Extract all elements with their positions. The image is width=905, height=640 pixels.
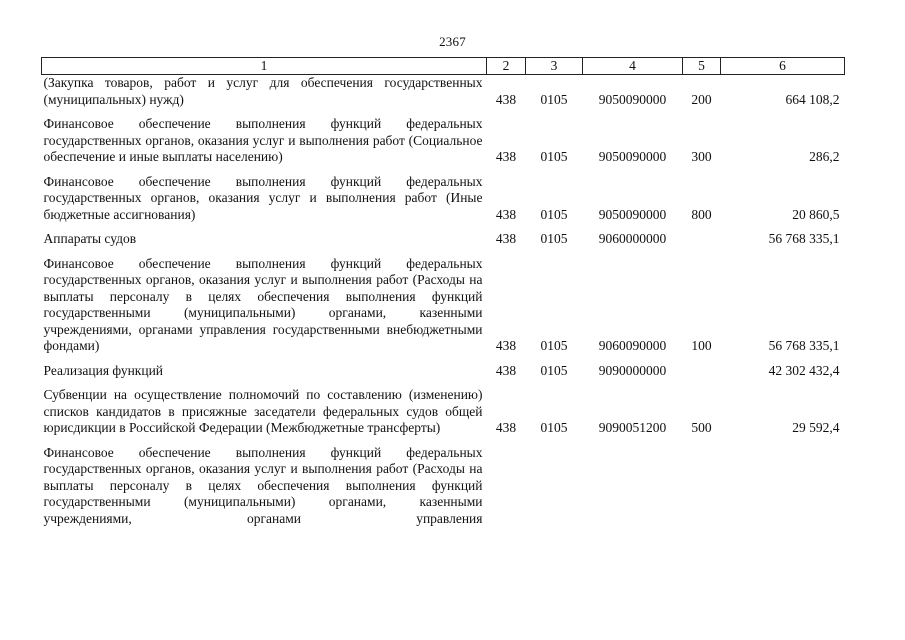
row-target: 9050090000 bbox=[598, 206, 667, 222]
row-gr: 438 bbox=[495, 338, 517, 353]
row-type: 500 bbox=[691, 420, 712, 435]
row-section: 0105 bbox=[540, 149, 568, 164]
row-name: Финансовое обеспечение выполнения функций федеральных государственных органов, оказания услуг и выполнения работ (Социальное обеспечение и иные выплаты населению) bbox=[43, 116, 483, 164]
row-section: 0105 bbox=[540, 91, 568, 107]
row-amount: 20 860,5 bbox=[792, 206, 840, 222]
table-header-row bbox=[42, 58, 845, 75]
row-gr: 438 bbox=[495, 149, 517, 164]
row-amount bbox=[721, 437, 845, 528]
table-row bbox=[42, 248, 845, 355]
row-target: 9090000000 bbox=[598, 362, 667, 378]
row-section bbox=[526, 437, 583, 528]
header-col-4: 4 bbox=[583, 58, 683, 75]
row-section: 0105 bbox=[540, 231, 568, 246]
table-row bbox=[42, 355, 845, 380]
table-row bbox=[42, 437, 845, 528]
row-amount: 286,2 bbox=[809, 149, 840, 164]
row-section: 0105 bbox=[540, 420, 568, 435]
page-number: 2367 bbox=[439, 34, 466, 49]
row-type bbox=[683, 437, 721, 528]
header-col-3: 3 bbox=[526, 58, 583, 75]
row-name: Реализация функций bbox=[43, 362, 164, 378]
row-gr: 438 bbox=[495, 206, 517, 222]
row-section: 0105 bbox=[540, 206, 568, 222]
row-target: 9090051200 bbox=[598, 420, 667, 435]
row-type: 100 bbox=[691, 338, 712, 353]
table-row bbox=[42, 75, 845, 109]
row-name: Финансовое обеспечение выполнения функций федеральных государственных органов, оказания услуг и выполнения работ (Расходы на выплаты персоналу в целях обеспечения выполнения функций государственными (муниципальными) органами, казенными учреждениями, органами управления bbox=[43, 444, 483, 526]
row-gr: 438 bbox=[495, 420, 517, 435]
row-target: 9060000000 bbox=[598, 231, 667, 246]
header-col-6: 6 bbox=[721, 58, 845, 75]
row-name: Аппараты судов bbox=[43, 231, 137, 246]
row-type bbox=[683, 355, 721, 380]
row-gr bbox=[487, 437, 526, 528]
row-amount: 664 108,2 bbox=[785, 91, 840, 107]
table-row bbox=[42, 379, 845, 437]
row-name: Финансовое обеспечение выполнения функций федеральных государственных органов, оказания услуг и выполнения работ (Иные бюджетные ассигнования) bbox=[43, 173, 483, 222]
row-gr: 438 bbox=[495, 231, 517, 246]
row-amount: 42 302 432,4 bbox=[768, 362, 840, 378]
row-amount: 56 768 335,1 bbox=[768, 231, 840, 246]
row-amount: 56 768 335,1 bbox=[768, 338, 840, 353]
row-amount: 29 592,4 bbox=[792, 420, 840, 435]
row-section: 0105 bbox=[540, 362, 568, 378]
row-type: 300 bbox=[691, 149, 712, 164]
header-col-1: 1 bbox=[42, 58, 487, 75]
row-type bbox=[683, 223, 721, 248]
row-target bbox=[583, 437, 683, 528]
table-row bbox=[42, 223, 845, 248]
row-section: 0105 bbox=[540, 338, 568, 353]
table-row bbox=[42, 108, 845, 166]
row-type: 200 bbox=[691, 91, 712, 107]
row-name: Субвенции на осуществление полномочий по составлению (изменению) списков кандидатов в присяжные заседатели федеральных судов общей юрисдикции в Российской Федерации (Межбюджетные трансферты) bbox=[43, 387, 483, 435]
row-name: (Закупка товаров, работ и услуг для обеспечения государственных (муниципальных) нужд) bbox=[43, 75, 483, 107]
header-col-5: 5 bbox=[683, 58, 721, 75]
row-target: 9060090000 bbox=[598, 338, 667, 353]
budget-table bbox=[41, 57, 845, 527]
row-gr: 438 bbox=[495, 91, 517, 107]
row-type: 800 bbox=[691, 206, 712, 222]
row-target: 9050090000 bbox=[598, 91, 667, 107]
header-col-2: 2 bbox=[487, 58, 526, 75]
row-name: Финансовое обеспечение выполнения функций федеральных государственных органов, оказания услуг и выполнения работ (Расходы на выплаты персоналу в целях обеспечения выполнения функций государственными (муниципальными) органами, казенными учреждениями, органами управления государственными внебюджетными фондами) bbox=[43, 255, 483, 353]
row-target: 9050090000 bbox=[598, 149, 667, 164]
table-row bbox=[42, 166, 845, 224]
row-gr: 438 bbox=[495, 362, 517, 378]
